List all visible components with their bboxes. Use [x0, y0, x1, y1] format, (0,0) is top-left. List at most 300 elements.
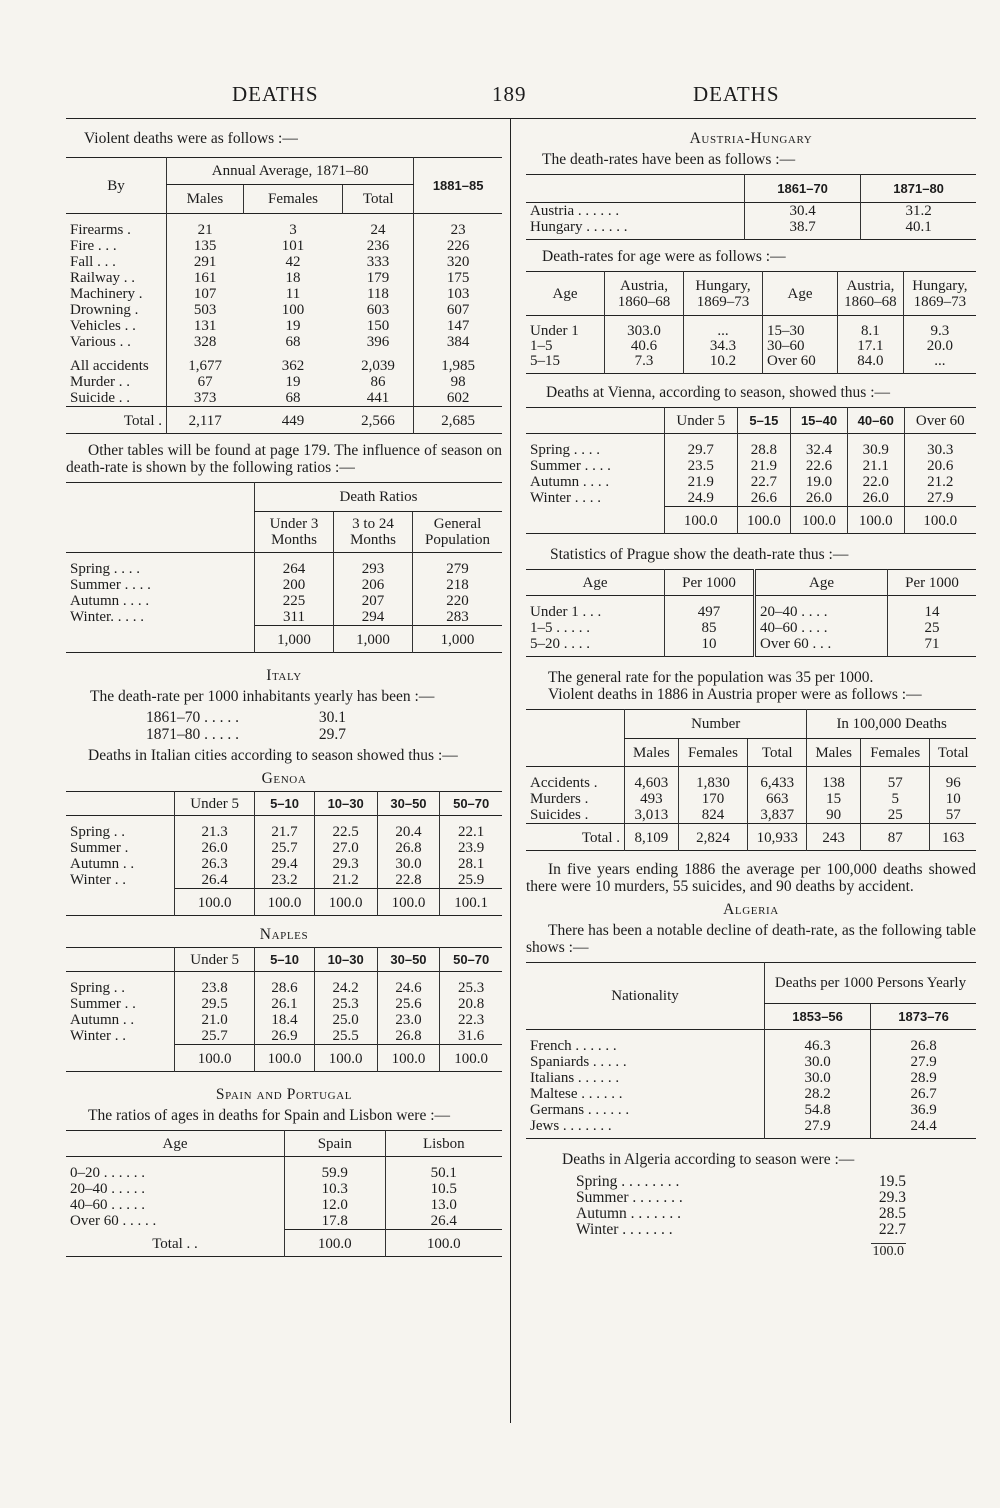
- spain-table: [66, 1130, 502, 1257]
- table-cell: 283: [413, 609, 503, 626]
- table-cell: 179: [366, 270, 390, 286]
- table-cell: 46.3: [765, 1038, 871, 1054]
- table-cell: 25: [861, 807, 930, 824]
- table-cell: 38.7: [745, 219, 861, 235]
- table-cell: 161: [167, 270, 244, 286]
- table-cell: 29.7: [665, 442, 738, 458]
- table-cell: 26.8: [871, 1038, 976, 1054]
- table-cell: 100: [281, 302, 305, 318]
- table-cell: 170: [678, 791, 747, 807]
- column-header: 50–70: [440, 792, 502, 816]
- table-cell: 24.9: [665, 490, 738, 507]
- row-label: Hungary . . . . . .: [530, 219, 628, 235]
- table-cell: 26.7: [871, 1086, 976, 1102]
- table-cell: 107: [167, 286, 244, 302]
- table-cell: 220: [413, 593, 503, 609]
- table-row: [66, 270, 502, 286]
- col-1881: 1881–85: [432, 177, 484, 193]
- table-cell: 603: [366, 302, 390, 318]
- col-general: General Population: [413, 512, 503, 553]
- table-row: [66, 286, 502, 302]
- corner-cell: [526, 408, 665, 434]
- table-row: [526, 490, 976, 507]
- column-header: 15–40: [791, 408, 848, 434]
- table-cell: 135: [167, 238, 244, 254]
- col-by: By: [107, 177, 125, 194]
- table-cell: 294: [334, 609, 413, 626]
- violent-total-row: Total . 2,117 449 2,566 2,685: [66, 407, 502, 434]
- table-cell: 30.9: [847, 442, 904, 458]
- table-cell: 54.8: [765, 1102, 871, 1118]
- row-label: Autumn . . . .: [530, 474, 610, 490]
- table-cell: 150: [366, 318, 390, 334]
- table-cell: 90: [807, 807, 861, 824]
- table-cell: 32.4: [791, 442, 848, 458]
- table-row: [526, 775, 976, 791]
- total-cell: 163: [930, 824, 976, 851]
- table-row: [66, 872, 502, 889]
- table-cell: 7.3: [605, 354, 684, 369]
- table-cell: 118: [366, 286, 389, 302]
- naples-table: [66, 947, 502, 1072]
- table-cell: 493: [625, 791, 679, 807]
- table-cell: 12.0: [285, 1197, 386, 1213]
- row-label: Winter. . . . .: [70, 609, 144, 626]
- table-cell: 602: [414, 390, 502, 407]
- row-label: 40–60 . . . . .: [70, 1197, 145, 1213]
- table-row: [526, 1086, 976, 1102]
- table-row: [526, 791, 976, 807]
- table-row: [66, 1028, 502, 1045]
- table-row: [66, 577, 502, 593]
- genoa-heading: Genoa: [261, 770, 307, 787]
- total-cell: 100.0: [665, 507, 738, 534]
- column-header: 40–60: [847, 408, 904, 434]
- list-item: [576, 1206, 906, 1222]
- table-cell: 21.1: [847, 458, 904, 474]
- table-cell: 30.0: [765, 1070, 871, 1086]
- total-cell: 100.0: [847, 507, 904, 534]
- row-label: Under 1 . . .: [530, 604, 602, 620]
- table-cell: 21.0: [175, 1012, 255, 1028]
- table-cell: ...: [903, 354, 976, 369]
- table-cell: 3,837: [748, 807, 807, 824]
- violent-deaths-table: [66, 157, 502, 434]
- table-cell: 175: [414, 270, 502, 286]
- table-cell: 497: [665, 604, 755, 620]
- table-row: [66, 980, 502, 996]
- table-cell: 30.0: [377, 856, 440, 872]
- table-cell: 24.4: [871, 1118, 976, 1134]
- table-row: [526, 219, 976, 235]
- page-number: 189: [492, 82, 527, 106]
- table-cell: 50.1: [385, 1165, 502, 1181]
- table-cell: 20.0: [903, 339, 976, 354]
- table-row: [66, 840, 502, 856]
- row-label: Germans . . . . . .: [530, 1102, 630, 1118]
- table-cell: 21.9: [665, 474, 738, 490]
- season-intro: Other tables will be found at page 179. The influence of season on death-rate is shown by the following ratios :—: [66, 442, 502, 476]
- table-cell: 3,013: [625, 807, 679, 824]
- algeria-heading: Algeria: [723, 901, 779, 918]
- column-header: Under 5: [175, 792, 255, 816]
- total-cell: 243: [807, 824, 861, 851]
- table-cell: 147: [414, 318, 502, 334]
- table-cell: 17.1: [838, 339, 904, 354]
- page-header: [0, 82, 1000, 112]
- col-age: Age: [162, 1135, 188, 1152]
- violent-intro: Violent deaths were as follows :—: [84, 130, 298, 147]
- total-cell: 8,109: [625, 824, 679, 851]
- table-cell: 28.9: [871, 1070, 976, 1086]
- table-cell: 13.0: [385, 1197, 502, 1213]
- row-label: Suicide . .: [70, 390, 130, 406]
- table-cell: 22.6: [791, 458, 848, 474]
- column-header: 30–50: [377, 792, 440, 816]
- table-cell: 15: [807, 791, 861, 807]
- table-cell: 25.3: [314, 996, 377, 1012]
- table-cell: 2,039: [361, 358, 395, 374]
- table-cell: 29.3: [314, 856, 377, 872]
- col-1861: 1861–70: [745, 175, 861, 203]
- table-cell: 25.9: [440, 872, 502, 889]
- row-label: 5–20 . . . .: [530, 636, 590, 652]
- table-cell: 18.4: [255, 1012, 314, 1028]
- prague-text: Statistics of Prague show the death-rate thus :—: [550, 546, 849, 563]
- column-header: 50–70: [440, 948, 502, 972]
- column-header: 5–15: [737, 408, 791, 434]
- total-cell: 100.0: [255, 889, 314, 916]
- table-cell: 103: [414, 286, 502, 302]
- table-cell: 86: [370, 374, 386, 390]
- row-label: Over 60 . . . . .: [70, 1213, 157, 1230]
- table-cell: 22.5: [314, 824, 377, 840]
- row-label: Austria . . . . . .: [530, 203, 620, 219]
- table-row: [66, 1165, 502, 1181]
- table-cell: 30.0: [765, 1054, 871, 1070]
- total-cell: 100.0: [737, 507, 791, 534]
- table-cell: 20.8: [440, 996, 502, 1012]
- table-row: [526, 807, 976, 824]
- table-cell: 503: [167, 302, 244, 318]
- table-cell: 303.0: [605, 324, 684, 339]
- table-cell: 27.0: [314, 840, 377, 856]
- row-label: Maltese . . . . . .: [530, 1086, 623, 1102]
- table-cell: 28.1: [440, 856, 502, 872]
- header-right-title: DEATHS: [693, 82, 780, 106]
- table-row: [66, 996, 502, 1012]
- age-text: Death-rates for age were as follows :—: [542, 248, 786, 265]
- table-row: [526, 203, 976, 220]
- table-row: [66, 358, 502, 374]
- table-cell: 22.8: [377, 872, 440, 889]
- table-cell: 68: [285, 390, 301, 406]
- table-cell: 225: [255, 593, 334, 609]
- naples-heading: Naples: [259, 926, 309, 943]
- table-cell: 34.3: [684, 339, 763, 354]
- season-label: Spring . . . . . . . .: [576, 1173, 680, 1190]
- table-cell: 5: [861, 791, 930, 807]
- table-row: [526, 1070, 976, 1086]
- table-cell: 607: [414, 302, 502, 318]
- table-row: [66, 609, 502, 626]
- table-row: [526, 354, 976, 369]
- list-item: [576, 1222, 906, 1238]
- column-header: Under 5: [665, 408, 738, 434]
- table-cell: 29.4: [255, 856, 314, 872]
- table-cell: 42: [285, 254, 301, 270]
- austria-text: The death-rates have been as follows :—: [542, 151, 796, 168]
- table-row: [526, 474, 976, 490]
- table-row: [66, 334, 502, 350]
- column-header: 5–10: [255, 948, 314, 972]
- table-row: [66, 318, 502, 334]
- row-label: Vehicles . .: [70, 318, 136, 334]
- table-cell: 22.7: [737, 474, 791, 490]
- table-cell: 40.1: [861, 219, 976, 235]
- algeria-table: Nationality Deaths per 1000 Persons Yearly 1853–56 1873–76 French . . . . . . 46.3 26.8 Spaniards . . . . . 30.0 27.9 Italians . . . . . . 30.0 28.9 Maltese . . . . . . 28.2 26.7 Germans . . . . . . 54.8 36.9 Jews . . . . . . . 27.9 24.4: [526, 962, 976, 1139]
- column-header: Under 5: [175, 948, 255, 972]
- table-cell: 57: [930, 807, 976, 824]
- table-cell: 19.0: [791, 474, 848, 490]
- col-death-ratios: Death Ratios: [255, 483, 503, 512]
- table-cell: 131: [167, 318, 244, 334]
- table-cell: 57: [861, 775, 930, 791]
- table-cell: 8.1: [838, 324, 904, 339]
- table-row: [526, 604, 976, 620]
- row-label: 20–40 . . . . .: [70, 1181, 145, 1197]
- row-label: Fall . . .: [70, 254, 116, 270]
- table-cell: 10.3: [285, 1181, 386, 1197]
- table-cell: 10.5: [385, 1181, 502, 1197]
- table-cell: 264: [255, 561, 334, 577]
- table-cell: 26.6: [737, 490, 791, 507]
- ratios-total-row: 1,000 1,000 1,000: [66, 626, 502, 653]
- row-label: Spring . .: [70, 980, 126, 996]
- table-cell: 25.5: [314, 1028, 377, 1045]
- italy-rates: 1861–70 . . . . . 30.1 1871–80 . . . . . 29.7: [146, 709, 346, 743]
- table-cell: 21.3: [175, 824, 255, 840]
- table-cell: 22.0: [847, 474, 904, 490]
- table-cell: 24: [370, 222, 386, 238]
- table-row: [526, 442, 976, 458]
- col-age-a: Age: [552, 285, 578, 302]
- row-label: Machinery .: [70, 286, 143, 302]
- table-cell: 101: [281, 238, 305, 254]
- table-cell: 59.9: [285, 1165, 386, 1181]
- col-1871: 1871–80: [861, 175, 976, 203]
- table-cell: 23.0: [377, 1012, 440, 1028]
- table-row: [66, 1213, 502, 1230]
- table-cell: 31.6: [440, 1028, 502, 1045]
- table-cell: 1,830: [678, 775, 747, 791]
- table-cell: 31.2: [861, 203, 976, 220]
- row-label: Autumn . .: [70, 1012, 135, 1028]
- table-row: [526, 458, 976, 474]
- list-item: [576, 1174, 906, 1190]
- col-under3: Under 3 Months: [255, 512, 334, 553]
- table-cell: 26.8: [377, 1028, 440, 1045]
- row-label: Spaniards . . . . .: [530, 1054, 627, 1070]
- table-cell: 206: [334, 577, 413, 593]
- row-label: Summer .: [70, 840, 129, 856]
- total-cell: 100.0: [255, 1045, 314, 1072]
- table-cell: 23: [414, 222, 502, 238]
- row-label: Summer . . . .: [70, 577, 151, 593]
- row-label: Winter . .: [70, 1028, 127, 1045]
- table-row: [526, 324, 976, 339]
- italy-cities-text: Deaths in Italian cities according to season showed thus :—: [88, 747, 458, 764]
- table-cell: 373: [167, 390, 244, 407]
- table-cell: 328: [167, 334, 244, 350]
- corner-cell: [66, 792, 175, 816]
- table-cell: 18: [285, 270, 301, 286]
- table-cell: 207: [334, 593, 413, 609]
- header-rule: [66, 118, 976, 119]
- table-cell: 226: [414, 238, 502, 254]
- table-cell: 218: [413, 577, 503, 593]
- genoa-total-row: [66, 889, 502, 916]
- row-label: French . . . . . .: [530, 1038, 617, 1054]
- violent-1886-text: Violent deaths in 1886 in Austria proper were as follows :—: [548, 686, 922, 703]
- algeria-text: There has been a notable decline of death-rate, as the following table shows :—: [526, 922, 976, 956]
- col-3to24: 3 to 24 Months: [334, 512, 413, 553]
- season-value: 28.5: [878, 1205, 906, 1222]
- general-rate-text: The general rate for the population was 35 per 1000.: [548, 669, 874, 686]
- genoa-table: [66, 791, 502, 916]
- row-label: Winter . .: [70, 872, 127, 889]
- table-cell: 663: [748, 791, 807, 807]
- table-cell: 6,433: [748, 775, 807, 791]
- table-cell: 362: [281, 358, 305, 374]
- table-cell: 24.2: [314, 980, 377, 996]
- spain-total-row: Total . . 100.0 100.0: [66, 1230, 502, 1257]
- corner-cell: [66, 948, 175, 972]
- total-cell: 10,933: [748, 824, 807, 851]
- row-label: Over 60 . . .: [755, 636, 888, 652]
- row-label: Firearms .: [70, 222, 131, 238]
- total-cell: 100.0: [440, 1045, 502, 1072]
- row-label: Autumn . . . .: [70, 593, 150, 609]
- table-cell: 26.1: [255, 996, 314, 1012]
- table-row: [526, 1038, 976, 1054]
- table-cell: ...: [684, 324, 763, 339]
- col-females: Females: [243, 185, 342, 214]
- table-cell: 20.6: [904, 458, 976, 474]
- table-cell: 25.7: [175, 1028, 255, 1045]
- table-cell: 320: [414, 254, 502, 270]
- spain-text: The ratios of ages in deaths for Spain and Lisbon were :—: [88, 1107, 451, 1124]
- table-cell: 311: [255, 609, 334, 626]
- austria-heading: Austria-Hungary: [689, 130, 813, 147]
- table-cell: 824: [678, 807, 747, 824]
- austria-table: [526, 174, 976, 240]
- list-item: [576, 1190, 906, 1206]
- col-annual: Annual Average, 1871–80: [167, 158, 414, 185]
- italy-text: The death-rate per 1000 inhabitants yearly has been :—: [90, 688, 435, 705]
- table-cell: 1,985: [414, 358, 502, 374]
- death-ratios-table: [66, 482, 502, 653]
- table-cell: 68: [285, 334, 301, 350]
- vienna-text: Deaths at Vienna, according to season, showed thus :—: [546, 384, 891, 401]
- table-cell: 26.9: [255, 1028, 314, 1045]
- table-cell: 21.2: [314, 872, 377, 889]
- table-cell: 24.6: [377, 980, 440, 996]
- table-row: [66, 238, 502, 254]
- row-label: All accidents: [70, 358, 149, 374]
- spain-heading: Spain and Portugal: [215, 1086, 353, 1103]
- table-row: [66, 1012, 502, 1028]
- table-row: [526, 636, 976, 652]
- col-total: Total: [343, 185, 414, 214]
- row-label: Italians . . . . . .: [530, 1070, 620, 1086]
- row-label: Under 1: [530, 323, 579, 339]
- total-cell: 100.0: [175, 889, 255, 916]
- row-label: Total .: [581, 830, 620, 846]
- total-cell: 100.1: [440, 889, 502, 916]
- total-cell: 100.0: [377, 1045, 440, 1072]
- table-cell: 279: [413, 561, 503, 577]
- table-cell: 293: [334, 561, 413, 577]
- table-row: [66, 561, 502, 577]
- row-label: Summer . . . .: [530, 458, 611, 474]
- column-header: Over 60: [904, 408, 976, 434]
- table-cell: 67: [167, 374, 244, 390]
- total-cell: 100.0: [377, 889, 440, 916]
- algeria-season-total: 100.0: [872, 1244, 904, 1259]
- table-cell: 26.0: [847, 490, 904, 507]
- total-cell: 100.0: [314, 889, 377, 916]
- col-spain: Spain: [285, 1131, 386, 1157]
- total-cell: 2,824: [678, 824, 747, 851]
- table-cell: 21.2: [904, 474, 976, 490]
- total-cell: 87: [861, 824, 930, 851]
- table-row: [66, 856, 502, 872]
- total-cell: 100.0: [791, 507, 848, 534]
- table-row: [66, 302, 502, 318]
- table-cell: 98: [414, 374, 502, 390]
- row-label: Summer . .: [70, 996, 136, 1012]
- table-cell: 25: [888, 620, 977, 636]
- table-cell: 21: [167, 222, 244, 238]
- row-label: Murder . .: [70, 374, 130, 390]
- table-cell: 40.6: [605, 339, 684, 354]
- table-row: [526, 1102, 976, 1118]
- table-cell: 26.4: [385, 1213, 502, 1230]
- blank-cell: [66, 1045, 175, 1072]
- table-cell: 25.6: [377, 996, 440, 1012]
- column-divider: [510, 118, 511, 1423]
- column-header: 30–50: [377, 948, 440, 972]
- right-column: [526, 130, 976, 1260]
- table-cell: 30.3: [904, 442, 976, 458]
- column-header: 10–30: [314, 948, 377, 972]
- table-cell: 22.3: [440, 1012, 502, 1028]
- table-row: [66, 1197, 502, 1213]
- table-cell: 26.0: [791, 490, 848, 507]
- table-cell: 4,603: [625, 775, 679, 791]
- table-cell: 25.0: [314, 1012, 377, 1028]
- algeria-season-text: Deaths in Algeria according to season were :—: [562, 1151, 855, 1168]
- table-cell: 26.3: [175, 856, 255, 872]
- col-males: Males: [167, 185, 244, 214]
- table-cell: 25.3: [440, 980, 502, 996]
- table-cell: 9.3: [903, 324, 976, 339]
- table-cell: 36.9: [871, 1102, 976, 1118]
- table-cell: 10: [665, 636, 755, 652]
- table-cell: 71: [888, 636, 977, 652]
- table-cell: 26.8: [377, 840, 440, 856]
